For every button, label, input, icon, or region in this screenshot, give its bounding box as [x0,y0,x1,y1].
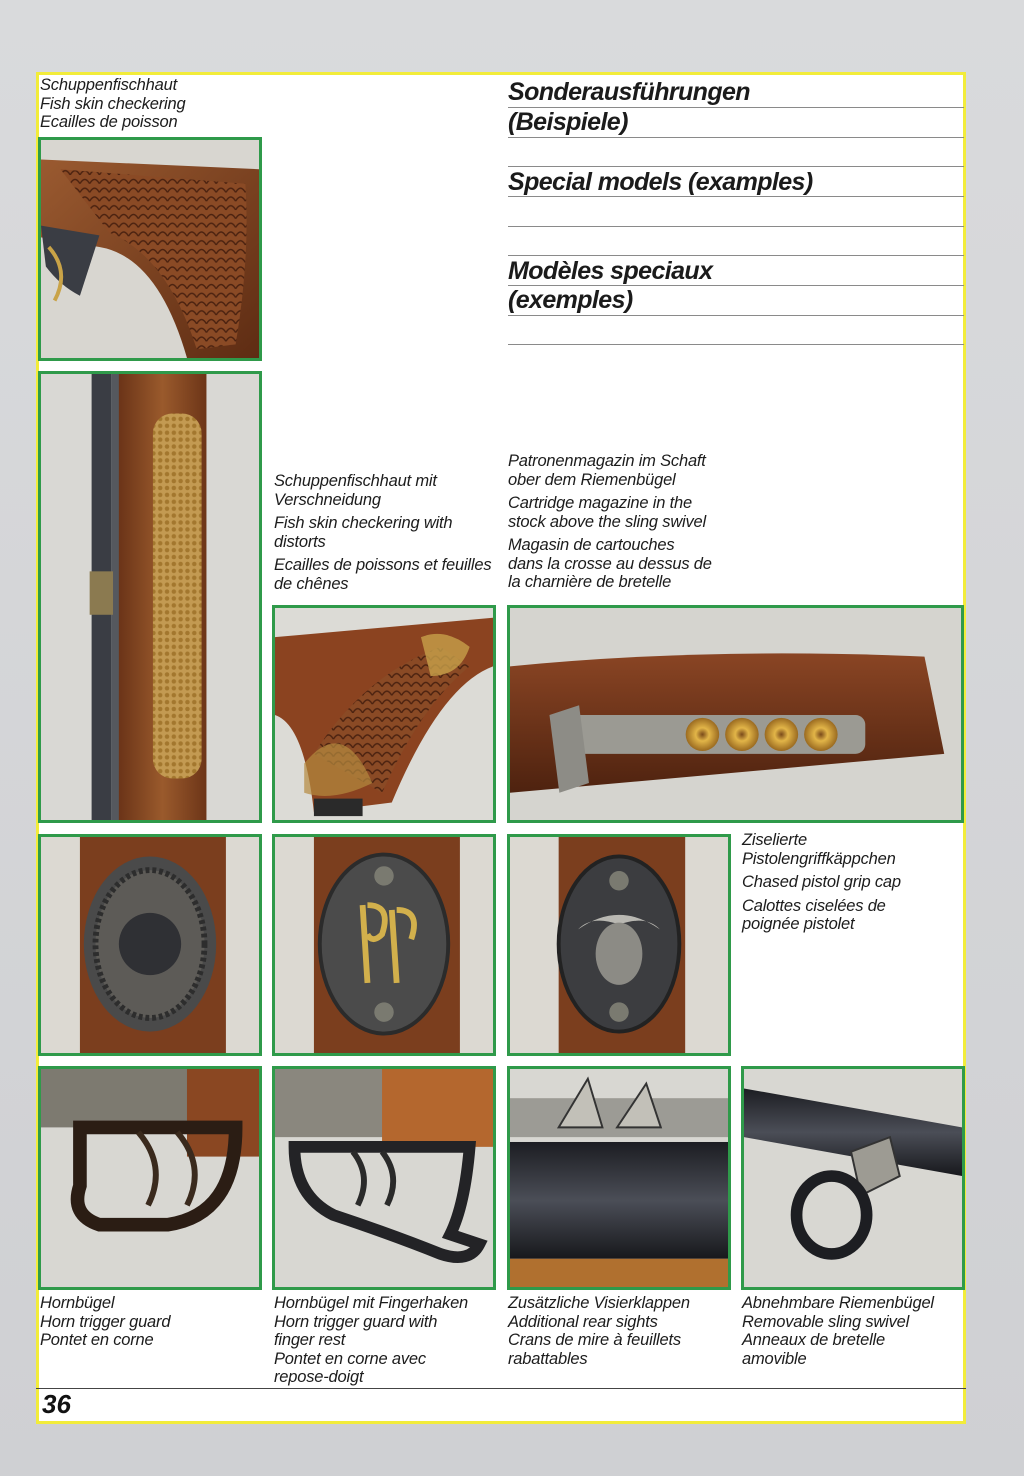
title-fr-line1: Modèles speciaux [508,257,713,285]
caption-grip-cap: Ziselierte Pistolengriffkäppchen Chased pistol grip cap Calottes ciselées de poignée pistolet [742,831,901,933]
page-number: 36 [42,1389,71,1419]
caption-cartridge-magazine: Patronenmagazin im Schaft ober dem Riemenbügel Cartridge magazine in the stock above the sling swivel Magasin de cartouches dans la crosse au dessus de la charnière de bretelle [508,452,712,591]
caption-rear-sights: Zusätzliche Visierklappen Additional rear sights Crans de mire à feuillets rabattables [508,1294,690,1368]
title-rule [508,166,964,167]
title-rule [508,315,964,316]
photo-removable-sling-swivel [741,1066,965,1290]
photo-horn-trigger-guard [38,1066,262,1290]
footer-rule [36,1388,966,1389]
title-de-line1: Sonderausführungen [508,78,750,106]
photo-grip-cap-monogram [272,834,496,1056]
title-rule [508,344,964,345]
photo-horn-trigger-guard-finger-rest [272,1066,496,1290]
title-fr-line2: (exemples) [508,286,633,314]
caption-fish-skin: Schuppenfischhaut Fish skin checkering Ecailles de poisson [40,76,186,131]
caption-horn-guard: Hornbügel Horn trigger guard Pontet en corne [40,1294,171,1349]
title-de-line2: (Beispiele) [508,108,628,136]
caption-fish-skin-distorts: Schuppenfischhaut mit Verschneidung Fish skin checkering with distorts Ecailles de poissons et feuilles de chênes [274,472,492,593]
photo-additional-rear-sights [507,1066,731,1290]
caption-horn-guard-finger: Hornbügel mit Fingerhaken Horn trigger guard with finger rest Pontet en corne avec repose-doigt [274,1294,469,1386]
photo-fish-skin-stock [38,137,262,361]
photo-grip-oak-leaves [272,605,496,823]
photo-grip-cap-plain [38,834,262,1056]
photo-fore-end-checkering [38,371,262,823]
caption-sling-swivel: Abnehmbare Riemenbügel Removable sling swivel Anneaux de bretelle amovible [742,1294,934,1368]
photo-cartridge-magazine [507,605,964,823]
title-rule [508,255,964,256]
title-rule [508,137,964,138]
title-rule [508,196,964,197]
photo-grip-cap-buffalo [507,834,731,1056]
title-en: Special models (examples) [508,168,813,196]
title-rule [508,226,964,227]
